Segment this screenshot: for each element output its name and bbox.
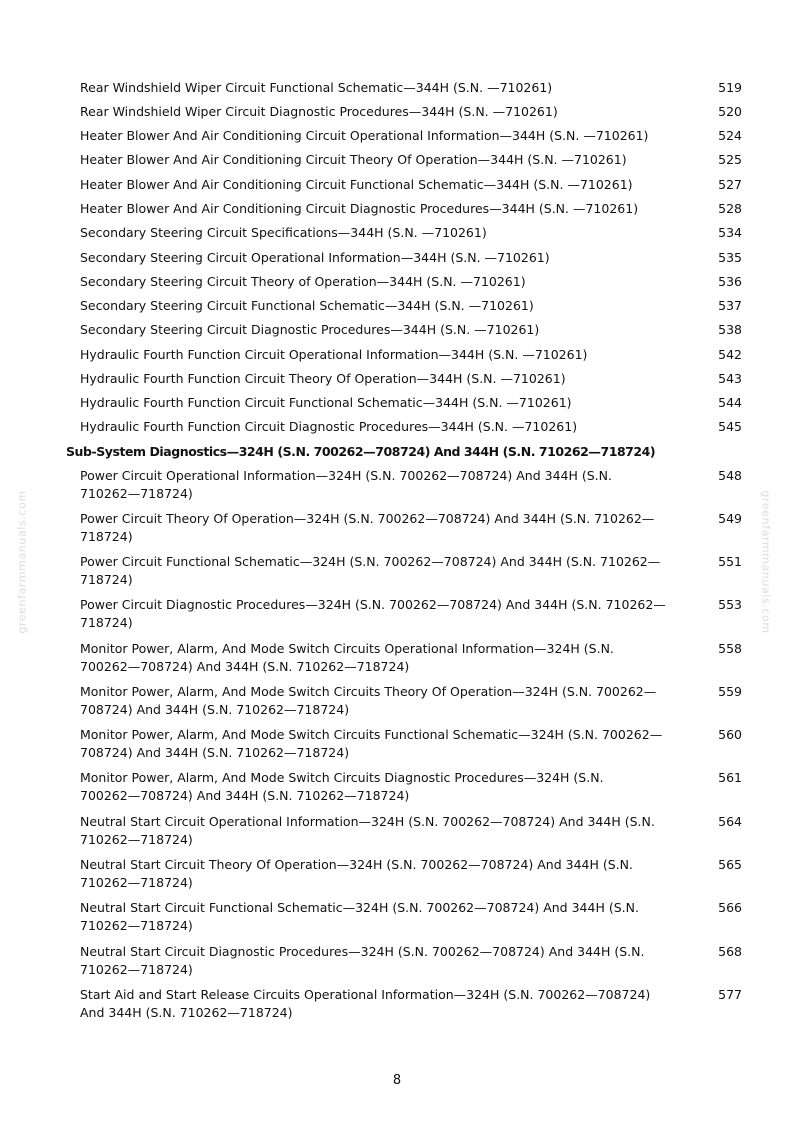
toc-entry-title xyxy=(80,856,680,892)
toc-entry-page: 558 xyxy=(718,641,742,656)
toc-entry-page: 565 xyxy=(718,857,742,872)
toc-entry[interactable] xyxy=(80,856,742,892)
toc-entry-page: 561 xyxy=(718,770,742,785)
toc-entry-page: 543 xyxy=(718,371,742,386)
toc-entry[interactable] xyxy=(80,553,742,589)
toc-entry-page: 519 xyxy=(718,80,742,95)
toc-entry[interactable] xyxy=(80,596,742,632)
toc-entry-page: 559 xyxy=(718,684,742,699)
toc-entry-title-line: Monitor Power, Alarm, And Mode Switch Circuits Theory Of Operation—324H (S.N. 700262— xyxy=(80,684,657,699)
toc-entry-title: Rear Windshield Wiper Circuit Diagnostic Procedures—344H (S.N. —710261) xyxy=(80,104,558,119)
toc-entry-title-line: Monitor Power, Alarm, And Mode Switch Circuits Diagnostic Procedures—324H (S.N. xyxy=(80,770,604,785)
toc-entry[interactable] xyxy=(80,943,742,979)
page-number: 8 xyxy=(392,1073,402,1088)
toc-entry[interactable] xyxy=(80,813,742,849)
toc-entry-page: 538 xyxy=(718,322,742,337)
toc-entry-page: 525 xyxy=(718,152,742,167)
toc-entry-title xyxy=(80,899,680,935)
toc-entry-page: 535 xyxy=(718,250,742,265)
toc-entry-title xyxy=(80,596,680,632)
toc-entry-page: 577 xyxy=(718,987,742,1002)
toc-entry-title xyxy=(80,467,680,503)
watermark-left: greenfarmmanuals.com xyxy=(15,490,29,634)
toc-entry-title-line: Neutral Start Circuit Diagnostic Procedures—324H (S.N. 700262—708724) And 344H (S.N. xyxy=(80,944,645,959)
toc-entry-page: 560 xyxy=(718,727,742,742)
toc-entry-page: 524 xyxy=(718,128,742,143)
toc-entry-title xyxy=(80,553,680,589)
toc-entry-title xyxy=(80,943,680,979)
toc-entry-page: 551 xyxy=(718,554,742,569)
toc-entry-title: Secondary Steering Circuit Specifications—344H (S.N. —710261) xyxy=(80,225,487,240)
toc-entry-title-line: Power Circuit Theory Of Operation—324H (S.N. 700262—708724) And 344H (S.N. 710262— xyxy=(80,511,655,526)
toc-entry-page: 527 xyxy=(718,177,742,192)
toc-entry-title-line: 700262—708724) And 344H (S.N. 710262—718724) xyxy=(80,659,410,674)
toc-entry-title xyxy=(80,813,680,849)
toc-entry-title xyxy=(80,726,680,762)
toc-entry[interactable] xyxy=(80,899,742,935)
toc-entry-title xyxy=(80,640,680,676)
toc-entry-title: Heater Blower And Air Conditioning Circuit Diagnostic Procedures—344H (S.N. —710261) xyxy=(80,201,639,216)
toc-entry-title: Heater Blower And Air Conditioning Circuit Functional Schematic—344H (S.N. —710261) xyxy=(80,177,633,192)
toc-entry-title-line: Neutral Start Circuit Functional Schematic—324H (S.N. 700262—708724) And 344H (S.N. xyxy=(80,900,639,915)
toc-entry-page: 545 xyxy=(718,419,742,434)
toc-entry-title xyxy=(80,769,680,805)
toc-entry-title-line: Neutral Start Circuit Theory Of Operation—324H (S.N. 700262—708724) And 344H (S.N. xyxy=(80,857,633,872)
toc-entry-title-line: 718724) xyxy=(80,615,133,630)
watermark-right: greenfarmmanuals.com xyxy=(759,490,773,634)
toc-entry-title-line: Monitor Power, Alarm, And Mode Switch Circuits Operational Information—324H (S.N. xyxy=(80,641,614,656)
toc-entry-title-line: 718724) xyxy=(80,572,133,587)
toc-entry-title-line: Power Circuit Operational Information—324H (S.N. 700262—708724) And 344H (S.N. xyxy=(80,468,612,483)
toc-entry-title-line: 710262—718724) xyxy=(80,962,193,977)
toc-entry-title: Rear Windshield Wiper Circuit Functional Schematic—344H (S.N. —710261) xyxy=(80,80,553,95)
toc-entry-page: 553 xyxy=(718,597,742,612)
section-heading[interactable]: Sub-System Diagnostics—324H (S.N. 700262—708724) And 344H (S.N. 710262—718724) xyxy=(66,444,656,459)
toc-entry[interactable] xyxy=(80,640,742,676)
toc-entry-page: 549 xyxy=(718,511,742,526)
toc-entry-title: Hydraulic Fourth Function Circuit Diagnostic Procedures—344H (S.N. —710261) xyxy=(80,419,578,434)
toc-entry-title xyxy=(80,986,680,1022)
toc-entry-page: 548 xyxy=(718,468,742,483)
toc-entry[interactable] xyxy=(80,769,742,805)
toc-entry-title: Hydraulic Fourth Function Circuit Operational Information—344H (S.N. —710261) xyxy=(80,347,588,362)
toc-entry-title-line: 710262—718724) xyxy=(80,832,193,847)
toc-entry[interactable] xyxy=(80,986,742,1022)
toc-entry-title: Secondary Steering Circuit Theory of Operation—344H (S.N. —710261) xyxy=(80,274,526,289)
toc-entry-title-line: 710262—718724) xyxy=(80,875,193,890)
toc-entry-page: 566 xyxy=(718,900,742,915)
toc-entry-title: Heater Blower And Air Conditioning Circuit Operational Information—344H (S.N. —710261) xyxy=(80,128,649,143)
toc-entry-page: 520 xyxy=(718,104,742,119)
toc-entry-page: 544 xyxy=(718,395,742,410)
toc-entry-title-line: And 344H (S.N. 710262—718724) xyxy=(80,1005,293,1020)
toc-entry-title: Secondary Steering Circuit Diagnostic Procedures—344H (S.N. —710261) xyxy=(80,322,540,337)
toc-entry[interactable] xyxy=(80,510,742,546)
toc-entry-page: 528 xyxy=(718,201,742,216)
toc-entry-title: Secondary Steering Circuit Operational Information—344H (S.N. —710261) xyxy=(80,250,550,265)
toc-entry[interactable] xyxy=(80,467,742,503)
toc-entry-title-line: 710262—718724) xyxy=(80,918,193,933)
toc-entry-title-line: 710262—718724) xyxy=(80,486,193,501)
toc-entry-title-line: Power Circuit Diagnostic Procedures—324H (S.N. 700262—708724) And 344H (S.N. 710262— xyxy=(80,597,666,612)
toc-entry[interactable] xyxy=(80,726,742,762)
toc-entry-page: 542 xyxy=(718,347,742,362)
toc-entry-page: 568 xyxy=(718,944,742,959)
toc-entry-title-line: Monitor Power, Alarm, And Mode Switch Circuits Functional Schematic—324H (S.N. 700262— xyxy=(80,727,663,742)
toc-entry-title: Hydraulic Fourth Function Circuit Theory Of Operation—344H (S.N. —710261) xyxy=(80,371,566,386)
toc-entry-title-line: Neutral Start Circuit Operational Information—324H (S.N. 700262—708724) And 344H (S.N. xyxy=(80,814,655,829)
toc-entry-title-line: 718724) xyxy=(80,529,133,544)
toc-entry-title: Secondary Steering Circuit Functional Schematic—344H (S.N. —710261) xyxy=(80,298,534,313)
toc-entry-title xyxy=(80,510,680,546)
toc-entry-title xyxy=(80,683,680,719)
toc-entry-title-line: 708724) And 344H (S.N. 710262—718724) xyxy=(80,745,350,760)
toc-entry-title: Hydraulic Fourth Function Circuit Functional Schematic—344H (S.N. —710261) xyxy=(80,395,572,410)
toc-entry-title-line: Start Aid and Start Release Circuits Operational Information—324H (S.N. 700262—708724) xyxy=(80,987,651,1002)
toc-entry-title: Heater Blower And Air Conditioning Circuit Theory Of Operation—344H (S.N. —710261) xyxy=(80,152,627,167)
toc-entry[interactable] xyxy=(80,683,742,719)
toc-entry-page: 564 xyxy=(718,814,742,829)
toc-entry-title-line: 708724) And 344H (S.N. 710262—718724) xyxy=(80,702,350,717)
toc-entry-page: 537 xyxy=(718,298,742,313)
toc-entry-page: 534 xyxy=(718,225,742,240)
toc-entry-title-line: 700262—708724) And 344H (S.N. 710262—718724) xyxy=(80,788,410,803)
toc-entry-page: 536 xyxy=(718,274,742,289)
toc-entry-title-line: Power Circuit Functional Schematic—324H (S.N. 700262—708724) And 344H (S.N. 710262— xyxy=(80,554,661,569)
